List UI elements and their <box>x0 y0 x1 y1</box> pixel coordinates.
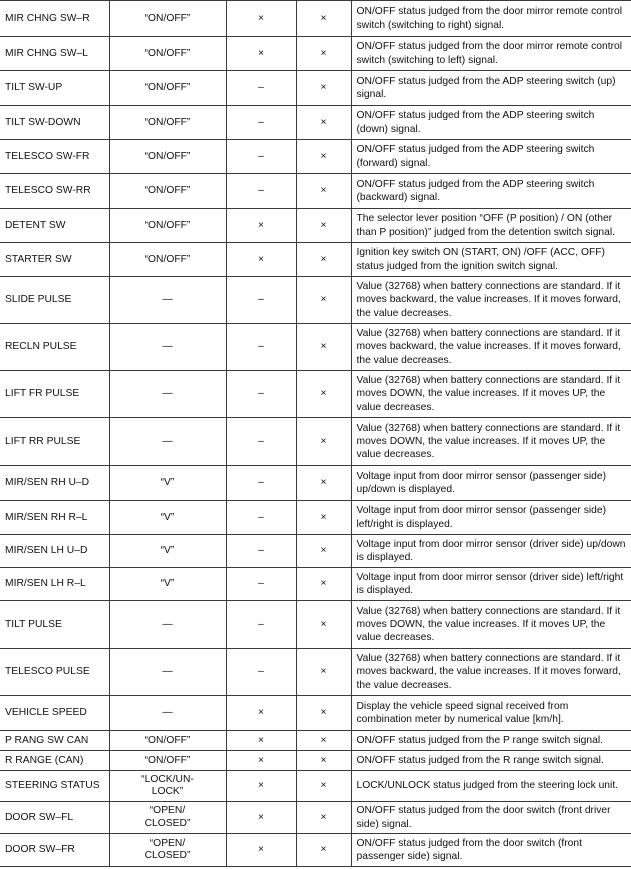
item-cell-text: DOOR SW–FL <box>5 811 74 823</box>
mark1-cell <box>226 501 296 535</box>
mark1-cell-text: × <box>257 780 264 792</box>
mark2-cell-text: × <box>320 844 327 856</box>
item-cell <box>0 140 109 174</box>
condition-cell <box>109 535 226 568</box>
mark2-cell <box>296 802 351 834</box>
mark1-cell <box>226 466 296 501</box>
mark2-cell <box>296 696 351 731</box>
table-row <box>0 535 631 568</box>
mark1-cell-text: – <box>258 666 264 678</box>
description-cell <box>351 209 631 243</box>
item-cell-text: RECLN PULSE <box>5 341 77 353</box>
table-body <box>0 1 631 867</box>
mark1-cell <box>226 535 296 568</box>
table-row <box>0 466 631 501</box>
description-cell <box>351 1 631 37</box>
mark2-cell-text: × <box>320 666 327 678</box>
mark2-cell <box>296 601 351 649</box>
mark2-cell-text: × <box>320 294 327 306</box>
description-cell <box>351 243 631 277</box>
item-cell <box>0 649 109 696</box>
mark1-cell <box>226 209 296 243</box>
condition-cell-text: — <box>162 666 173 678</box>
mark1-cell-text: – <box>258 82 264 94</box>
condition-cell <box>109 277 226 324</box>
condition-cell <box>109 731 226 751</box>
mark2-cell <box>296 71 351 106</box>
mark1-cell <box>226 751 296 771</box>
mark2-cell <box>296 771 351 802</box>
mark2-cell <box>296 106 351 140</box>
mark1-cell-text: × <box>257 253 264 265</box>
mark2-cell-text: × <box>320 545 327 557</box>
mark2-cell-text: × <box>320 511 327 523</box>
condition-cell <box>109 802 226 834</box>
description-cell-text: Voltage input from door mirror sensor (passenger side) up/down is displayed. <box>356 470 607 495</box>
mark1-cell-text: – <box>258 477 264 489</box>
table-row <box>0 174 631 209</box>
condition-cell <box>109 771 226 802</box>
condition-cell <box>109 174 226 209</box>
mark1-cell <box>226 649 296 696</box>
table-row <box>0 71 631 106</box>
item-cell-text: MIR CHNG SW–R <box>5 12 90 24</box>
item-cell-text: MIR CHNG SW–L <box>5 47 88 59</box>
description-cell <box>351 371 631 418</box>
item-cell <box>0 466 109 501</box>
item-cell-text: TILT SW-DOWN <box>5 116 81 128</box>
mark1-cell <box>226 601 296 649</box>
mark1-cell-text: – <box>258 150 264 162</box>
mark2-cell <box>296 834 351 867</box>
mark2-cell-text: × <box>320 150 327 162</box>
condition-cell <box>109 466 226 501</box>
description-cell <box>351 277 631 324</box>
mark2-cell <box>296 501 351 535</box>
condition-cell-text: “ON/OFF” <box>144 219 191 231</box>
table-row <box>0 834 631 867</box>
mark1-cell-text: – <box>258 545 264 557</box>
mark2-cell <box>296 209 351 243</box>
mark1-cell <box>226 324 296 371</box>
description-cell-text: ON/OFF status judged from the ADP steering switch (up) signal. <box>356 75 616 100</box>
description-cell-text: Value (32768) when battery connections are standard. If it moves DOWN, the value increases. If it moves UP, the value decreases. <box>356 605 621 644</box>
item-cell-text: P RANG SW CAN <box>5 734 89 746</box>
condition-cell <box>109 209 226 243</box>
description-cell-text: ON/OFF status judged from the ADP steering switch (forward) signal. <box>356 144 595 169</box>
mark2-cell <box>296 277 351 324</box>
condition-cell-text: “V” <box>160 511 175 523</box>
item-cell-text: SLIDE PULSE <box>5 294 72 306</box>
mark1-cell-text: × <box>257 12 264 24</box>
item-cell <box>0 106 109 140</box>
condition-cell <box>109 696 226 731</box>
mark2-cell <box>296 243 351 277</box>
table-row <box>0 601 631 649</box>
mark2-cell-text: × <box>320 185 327 197</box>
mark2-cell <box>296 324 351 371</box>
description-cell <box>351 751 631 771</box>
item-cell <box>0 568 109 601</box>
mark2-cell <box>296 535 351 568</box>
table-row <box>0 140 631 174</box>
condition-cell-text: “V” <box>160 578 175 590</box>
condition-cell <box>109 751 226 771</box>
mark2-cell-text: × <box>320 435 327 447</box>
mark2-cell <box>296 1 351 37</box>
description-cell <box>351 802 631 834</box>
mark2-cell <box>296 371 351 418</box>
mark1-cell <box>226 37 296 71</box>
condition-cell-text: — <box>162 618 173 630</box>
mark1-cell <box>226 371 296 418</box>
condition-cell-text: “ON/OFF” <box>144 253 191 265</box>
description-cell-text: Value (32768) when battery connections are standard. If it moves backward, the value increases. If it moves forward, the value decreases. <box>356 281 621 319</box>
description-cell-text: Display the vehicle speed signal received from combination meter by numerical value [km/h]. <box>356 700 569 725</box>
description-cell <box>351 466 631 501</box>
table-row <box>0 731 631 751</box>
condition-cell-text: — <box>162 341 173 353</box>
mark1-cell-text: – <box>258 388 264 400</box>
table-row <box>0 209 631 243</box>
item-cell-text: LIFT RR PULSE <box>5 435 81 447</box>
condition-cell-text: “ON/OFF” <box>144 12 191 24</box>
table-row <box>0 106 631 140</box>
mark1-cell-text: × <box>257 219 264 231</box>
condition-cell <box>109 568 226 601</box>
mark1-cell-text: × <box>257 754 264 766</box>
condition-cell <box>109 418 226 466</box>
condition-cell-text: “ON/OFF” <box>144 150 191 162</box>
mark2-cell-text: × <box>320 82 327 94</box>
table-row <box>0 243 631 277</box>
mark1-cell <box>226 834 296 867</box>
condition-cell <box>109 37 226 71</box>
mark2-cell-text: × <box>320 477 327 489</box>
description-cell <box>351 324 631 371</box>
item-cell <box>0 771 109 802</box>
description-cell <box>351 140 631 174</box>
item-cell <box>0 601 109 649</box>
mark1-cell <box>226 418 296 466</box>
item-cell-text: TELESCO SW-FR <box>5 150 90 162</box>
mark1-cell <box>226 1 296 37</box>
description-cell <box>351 418 631 466</box>
description-cell <box>351 649 631 696</box>
condition-cell-text: — <box>162 435 173 447</box>
table-row <box>0 418 631 466</box>
description-cell-text: Voltage input from door mirror sensor (driver side) up/down is displayed. <box>356 538 626 563</box>
table-row <box>0 277 631 324</box>
item-cell <box>0 834 109 867</box>
table-row <box>0 371 631 418</box>
item-cell <box>0 1 109 37</box>
condition-cell <box>109 649 226 696</box>
item-cell <box>0 324 109 371</box>
item-cell-text: TELESCO PULSE <box>5 666 90 678</box>
mark1-cell-text: – <box>258 341 264 353</box>
item-cell-text: R RANGE (CAN) <box>5 754 84 766</box>
mark1-cell-text: – <box>258 294 264 306</box>
table-row <box>0 37 631 71</box>
mark2-cell <box>296 174 351 209</box>
description-cell <box>351 731 631 751</box>
item-cell-text: MIR/SEN RH U–D <box>5 477 90 489</box>
mark1-cell-text: × <box>257 734 264 746</box>
condition-cell <box>109 243 226 277</box>
mark2-cell <box>296 418 351 466</box>
description-cell-text: ON/OFF status judged from the door switch (front passenger side) signal. <box>356 837 582 862</box>
mark1-cell <box>226 140 296 174</box>
description-cell-text: The selector lever position “OFF (P position) / ON (other than P position)” judged from the detention switch signal. <box>356 213 616 238</box>
table-row <box>0 1 631 37</box>
condition-cell <box>109 1 226 37</box>
description-cell <box>351 106 631 140</box>
item-cell <box>0 174 109 209</box>
item-cell <box>0 751 109 771</box>
mark2-cell-text: × <box>320 116 327 128</box>
mark2-cell-text: × <box>320 219 327 231</box>
description-cell <box>351 568 631 601</box>
item-cell <box>0 371 109 418</box>
table-row <box>0 771 631 802</box>
description-cell-text: ON/OFF status judged from the door switch (front driver side) signal. <box>356 805 611 830</box>
description-cell-text: Value (32768) when battery connections are standard. If it moves DOWN, the value increases. If it moves UP, the value decreases. <box>356 375 621 413</box>
mark2-cell-text: × <box>320 253 327 265</box>
mark2-cell <box>296 140 351 174</box>
description-cell <box>351 601 631 649</box>
mark2-cell-text: × <box>320 780 327 792</box>
condition-cell-text: — <box>162 294 173 306</box>
description-cell <box>351 771 631 802</box>
description-cell-text: ON/OFF status judged from the ADP steering switch (backward) signal. <box>356 178 595 203</box>
item-cell-text: TILT SW-UP <box>5 82 63 94</box>
description-cell-text: Value (32768) when battery connections are standard. If it moves backward, the value increases. If it moves forward, the value decreases. <box>356 328 621 366</box>
condition-cell-text: “OPEN/ CLOSED” <box>144 805 191 829</box>
table-row <box>0 568 631 601</box>
mark1-cell <box>226 243 296 277</box>
mark2-cell-text: × <box>320 754 327 766</box>
item-cell <box>0 696 109 731</box>
condition-cell-text: “V” <box>160 477 175 489</box>
item-cell-text: TELESCO SW-RR <box>5 185 91 197</box>
item-cell <box>0 277 109 324</box>
condition-cell-text: “OPEN/ CLOSED” <box>144 837 191 861</box>
table-row <box>0 751 631 771</box>
condition-cell <box>109 106 226 140</box>
description-cell-text: ON/OFF status judged from the ADP steering switch (down) signal. <box>356 110 595 135</box>
description-cell <box>351 696 631 731</box>
mark2-cell-text: × <box>320 341 327 353</box>
item-cell <box>0 501 109 535</box>
mark1-cell <box>226 71 296 106</box>
mark2-cell-text: × <box>320 707 327 719</box>
mark1-cell-text: – <box>258 435 264 447</box>
item-cell-text: MIR/SEN LH R–L <box>5 578 86 590</box>
table-row <box>0 649 631 696</box>
condition-cell-text: “ON/OFF” <box>144 47 191 59</box>
description-cell-text: ON/OFF status judged from the door mirror remote control switch (switching to left) signal. <box>356 41 623 66</box>
table-row <box>0 802 631 834</box>
condition-cell-text: — <box>162 707 173 719</box>
mark2-cell-text: × <box>320 578 327 590</box>
mark1-cell-text: × <box>257 707 264 719</box>
description-cell-text: LOCK/UNLOCK status judged from the steering lock unit. <box>356 780 619 792</box>
mark2-cell-text: × <box>320 734 327 746</box>
mark1-cell <box>226 568 296 601</box>
condition-cell-text: “LOCK/UN- LOCK” <box>141 773 194 797</box>
mark1-cell-text: × <box>257 811 264 823</box>
item-cell-text: STARTER SW <box>5 253 72 265</box>
condition-cell <box>109 601 226 649</box>
description-cell-text: ON/OFF status judged from the door mirror remote control switch (switching to right) signal. <box>356 6 623 31</box>
mark1-cell <box>226 771 296 802</box>
mark1-cell <box>226 696 296 731</box>
condition-cell-text: “ON/OFF” <box>144 734 191 746</box>
table-row <box>0 696 631 731</box>
description-cell <box>351 174 631 209</box>
description-cell-text: ON/OFF status judged from the R range switch signal. <box>356 754 604 766</box>
mark2-cell-text: × <box>320 811 327 823</box>
description-cell <box>351 501 631 535</box>
condition-cell-text: “ON/OFF” <box>144 116 191 128</box>
condition-cell-text: “ON/OFF” <box>144 185 191 197</box>
item-cell <box>0 418 109 466</box>
description-cell-text: ON/OFF status judged from the P range switch signal. <box>356 734 603 746</box>
description-cell-text: Value (32768) when battery connections are standard. If it moves DOWN, the value increases. If it moves UP, the value decreases. <box>356 422 621 461</box>
mark1-cell <box>226 106 296 140</box>
mark1-cell <box>226 731 296 751</box>
item-cell <box>0 243 109 277</box>
condition-cell <box>109 140 226 174</box>
condition-cell <box>109 834 226 867</box>
condition-cell-text: “ON/OFF” <box>144 82 191 94</box>
item-cell <box>0 37 109 71</box>
mark1-cell-text: – <box>258 578 264 590</box>
item-cell <box>0 209 109 243</box>
mark2-cell-text: × <box>320 618 327 630</box>
mark2-cell-text: × <box>320 12 327 24</box>
table-row <box>0 501 631 535</box>
mark2-cell <box>296 466 351 501</box>
mark2-cell <box>296 37 351 71</box>
description-cell-text: Voltage input from door mirror sensor (driver side) left/right is displayed. <box>356 571 624 596</box>
mark1-cell <box>226 174 296 209</box>
item-cell-text: DETENT SW <box>5 219 66 231</box>
mark2-cell-text: × <box>320 47 327 59</box>
item-cell-text: MIR/SEN RH R–L <box>5 511 88 523</box>
item-cell <box>0 802 109 834</box>
description-cell-text: Voltage input from door mirror sensor (passenger side) left/right is displayed. <box>356 505 607 530</box>
condition-cell <box>109 324 226 371</box>
item-cell <box>0 71 109 106</box>
description-cell <box>351 834 631 867</box>
condition-cell <box>109 71 226 106</box>
mark1-cell-text: – <box>258 511 264 523</box>
mark1-cell-text: × <box>257 47 264 59</box>
item-cell-text: TILT PULSE <box>5 618 62 630</box>
item-cell-text: STEERING STATUS <box>5 780 100 792</box>
mark2-cell-text: × <box>320 388 327 400</box>
item-cell-text: DOOR SW–FR <box>5 844 75 856</box>
table-row <box>0 324 631 371</box>
item-cell-text: VEHICLE SPEED <box>5 707 87 719</box>
description-cell-text: Value (32768) when battery connections are standard. If it moves backward, the value increases. If it moves forward, the value decreases. <box>356 653 621 691</box>
mark1-cell-text: × <box>257 844 264 856</box>
mark1-cell-text: – <box>258 185 264 197</box>
description-cell-text: Ignition key switch ON (START, ON) /OFF (ACC, OFF) status judged from the ignition switch signal. <box>356 247 605 272</box>
condition-cell <box>109 371 226 418</box>
mark2-cell <box>296 751 351 771</box>
item-cell <box>0 535 109 568</box>
description-cell <box>351 37 631 71</box>
item-cell-text: MIR/SEN LH U–D <box>5 545 88 557</box>
condition-cell-text: “V” <box>160 545 175 557</box>
condition-cell-text: “ON/OFF” <box>144 754 191 766</box>
mark1-cell <box>226 802 296 834</box>
description-cell <box>351 535 631 568</box>
item-cell-text: LIFT FR PULSE <box>5 388 80 400</box>
mark2-cell <box>296 731 351 751</box>
mark2-cell <box>296 649 351 696</box>
mark1-cell-text: – <box>258 618 264 630</box>
condition-cell-text: — <box>162 388 173 400</box>
condition-cell <box>109 501 226 535</box>
item-cell <box>0 731 109 751</box>
description-cell <box>351 71 631 106</box>
mark1-cell <box>226 277 296 324</box>
mark2-cell <box>296 568 351 601</box>
mark1-cell-text: – <box>258 116 264 128</box>
